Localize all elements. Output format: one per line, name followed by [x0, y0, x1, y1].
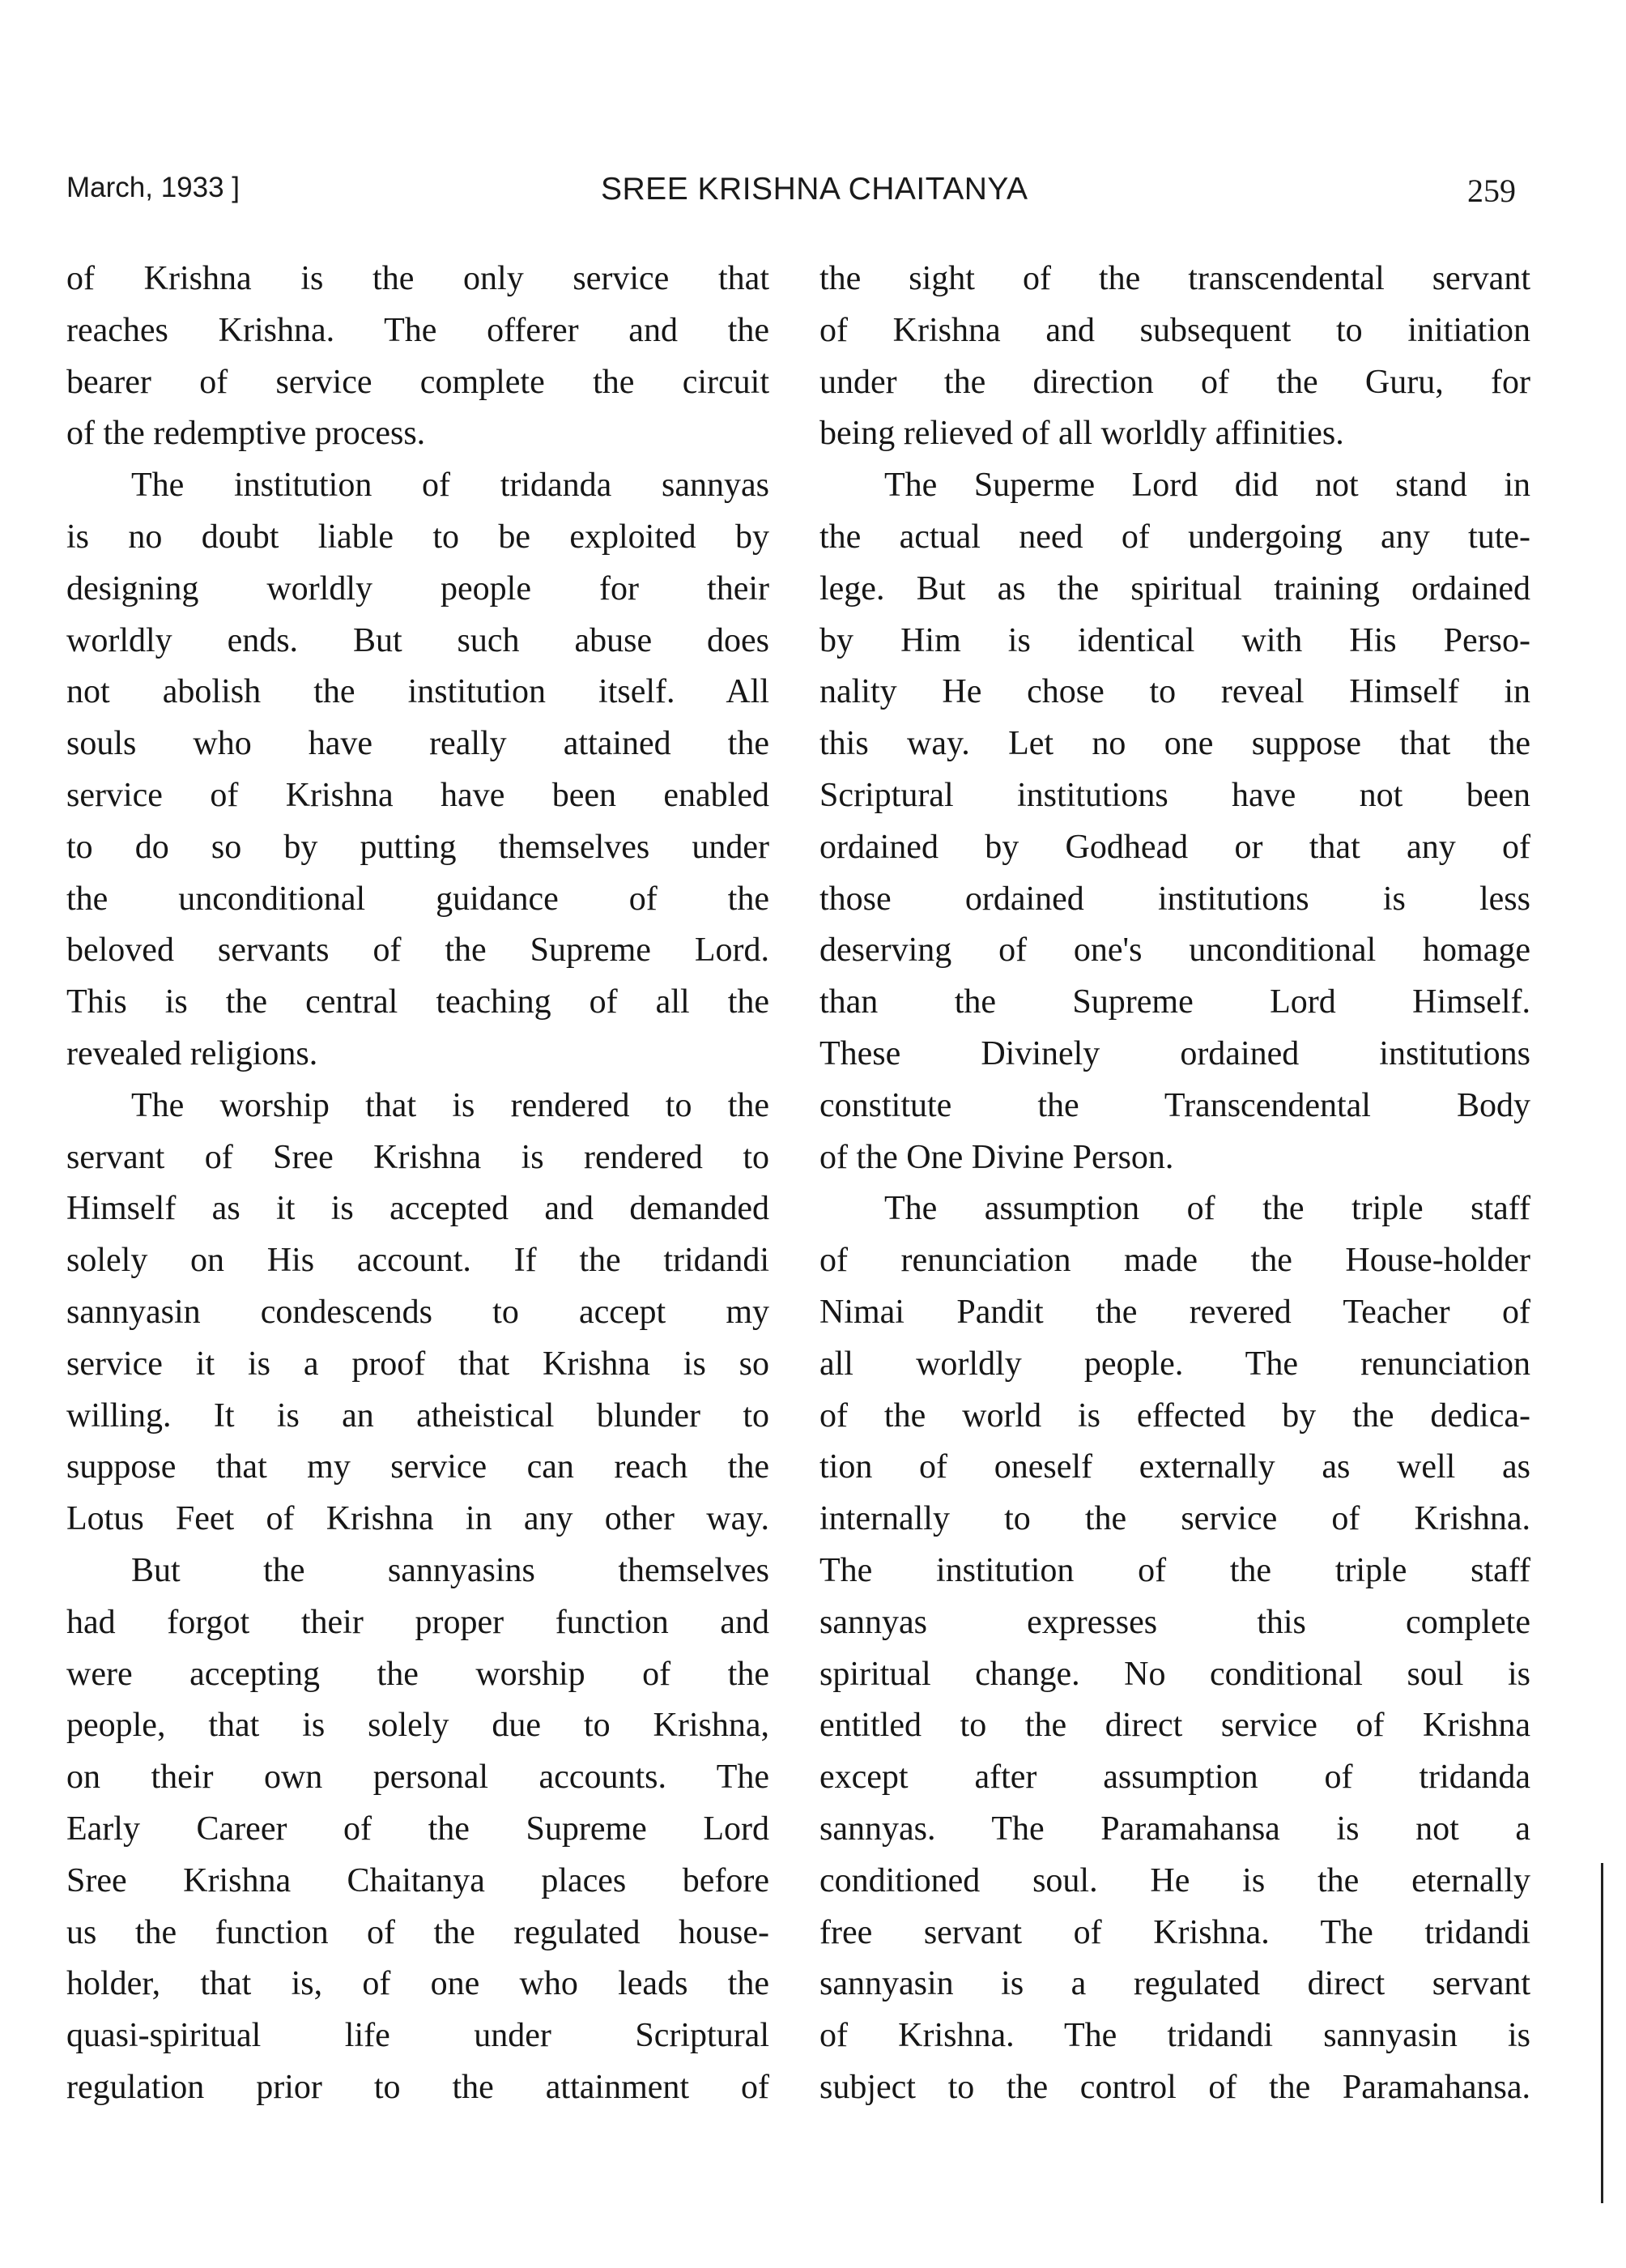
text-line: the unconditional guidance of the	[66, 880, 769, 918]
text-line: were accepting the worship of the	[66, 1655, 769, 1693]
text-line: than the Supreme Lord Himself.	[819, 983, 1530, 1021]
text-line: servant of Sree Krishna is rendered to	[66, 1138, 769, 1176]
text-line: had forgot their proper function and	[66, 1603, 769, 1641]
text-line: deserving of one's unconditional homage	[819, 932, 1530, 970]
text-line: of Krishna. The tridandi sannyasin is	[819, 2017, 1530, 2055]
text-line: bearer of service complete the circuit	[66, 363, 769, 401]
text-line: sannyas expresses this complete	[819, 1603, 1530, 1641]
text-line: holder, that is, of one who leads the	[66, 1965, 769, 2003]
text-line: The assumption of the triple staff	[884, 1190, 1530, 1228]
text-line: nality He chose to reveal Himself in	[819, 673, 1530, 711]
text-line: free servant of Krishna. The tridandi	[819, 1913, 1530, 1951]
text-line: of Krishna is the only service that	[66, 260, 769, 297]
text-line: conditioned soul. He is the eternally	[819, 1861, 1530, 1899]
text-line: this way. Let no one suppose that the	[819, 725, 1530, 763]
text-line: subject to the control of the Paramahansa.	[819, 2068, 1530, 2106]
text-line: us the function of the regulated house-	[66, 1913, 769, 1951]
text-line: people, that is solely due to Krishna,	[66, 1707, 769, 1745]
text-line: sannyasin is a regulated direct servant	[819, 1965, 1530, 2003]
text-line: by Him is identical with His Perso-	[819, 621, 1530, 659]
text-line: sannyasin condescends to accept my	[66, 1293, 769, 1331]
text-line: beloved servants of the Supreme Lord.	[66, 932, 769, 970]
header-date: March, 1933 ]	[66, 172, 240, 203]
text-line: the sight of the transcendental servant	[819, 260, 1530, 297]
text-line: Nimai Pandit the revered Teacher of	[819, 1293, 1530, 1331]
text-line: to do so by putting themselves under	[66, 828, 769, 866]
text-line: the actual need of undergoing any tute-	[819, 518, 1530, 556]
text-line: entitled to the direct service of Krishna	[819, 1707, 1530, 1745]
text-line: The institution of tridanda sannyas	[131, 467, 769, 505]
text-line: service of Krishna have been enabled	[66, 776, 769, 814]
text-line: constitute the Transcendental Body	[819, 1086, 1530, 1124]
text-line: quasi-spiritual life under Scriptural	[66, 2017, 769, 2055]
journal-title: SREE KRISHNA CHAITANYA	[601, 172, 1028, 207]
text-line: worldly ends. But such abuse does	[66, 621, 769, 659]
text-line: Lotus Feet of Krishna in any other way.	[66, 1500, 769, 1538]
text-line: regulation prior to the attainment of	[66, 2068, 769, 2106]
text-line: willing. It is an atheistical blunder to	[66, 1396, 769, 1435]
text-line: The Superme Lord did not stand in	[884, 467, 1530, 505]
page-number: 259	[1467, 173, 1516, 209]
text-line: souls who have really attained the	[66, 725, 769, 763]
text-line: These Divinely ordained institutions	[819, 1034, 1530, 1072]
text-line: Early Career of the Supreme Lord	[66, 1810, 769, 1848]
text-line: of renunciation made the House-holder	[819, 1242, 1530, 1280]
text-line: of the world is effected by the dedica-	[819, 1396, 1530, 1435]
text-line: Sree Krishna Chaitanya places before	[66, 1861, 769, 1899]
text-line: those ordained institutions is less	[819, 880, 1530, 918]
text-line: tion of oneself externally as well as	[819, 1448, 1530, 1486]
text-line: This is the central teaching of all the	[66, 983, 769, 1021]
text-line: of the redemptive process.	[66, 415, 426, 453]
text-line: solely on His account. If the tridandi	[66, 1242, 769, 1280]
text-line: on their own personal accounts. The	[66, 1759, 769, 1797]
text-line: all worldly people. The renunciation	[819, 1345, 1530, 1383]
text-line: of Krishna and subsequent to initiation	[819, 311, 1530, 349]
text-line: designing worldly people for their	[66, 569, 769, 608]
text-line: except after assumption of tridanda	[819, 1759, 1530, 1797]
text-line: reaches Krishna. The offerer and the	[66, 311, 769, 349]
margin-rule	[1601, 1863, 1603, 2203]
text-line: Himself as it is accepted and demanded	[66, 1190, 769, 1228]
text-line: ordained by Godhead or that any of	[819, 828, 1530, 866]
text-line: lege. But as the spiritual training ordained	[819, 569, 1530, 608]
text-line: under the direction of the Guru, for	[819, 363, 1530, 401]
text-line: internally to the service of Krishna.	[819, 1500, 1530, 1538]
text-line: is no doubt liable to be exploited by	[66, 518, 769, 556]
text-line: But the sannyasins themselves	[131, 1551, 769, 1589]
text-line: The institution of the triple staff	[819, 1551, 1530, 1589]
text-line: Scriptural institutions have not been	[819, 776, 1530, 814]
text-line: service it is a proof that Krishna is so	[66, 1345, 769, 1383]
text-line: sannyas. The Paramahansa is not a	[819, 1810, 1530, 1848]
text-line: spiritual change. No conditional soul is	[819, 1655, 1530, 1693]
text-line: not abolish the institution itself. All	[66, 673, 769, 711]
right-column	[819, 254, 1530, 2114]
text-line: being relieved of all worldly affinities.	[819, 415, 1344, 453]
page-header	[66, 172, 1524, 220]
text-line: The worship that is rendered to the	[131, 1086, 769, 1124]
text-line: of the One Divine Person.	[819, 1138, 1174, 1176]
left-column	[66, 254, 769, 2114]
text-line: revealed religions.	[66, 1034, 318, 1072]
text-line: suppose that my service can reach the	[66, 1448, 769, 1486]
